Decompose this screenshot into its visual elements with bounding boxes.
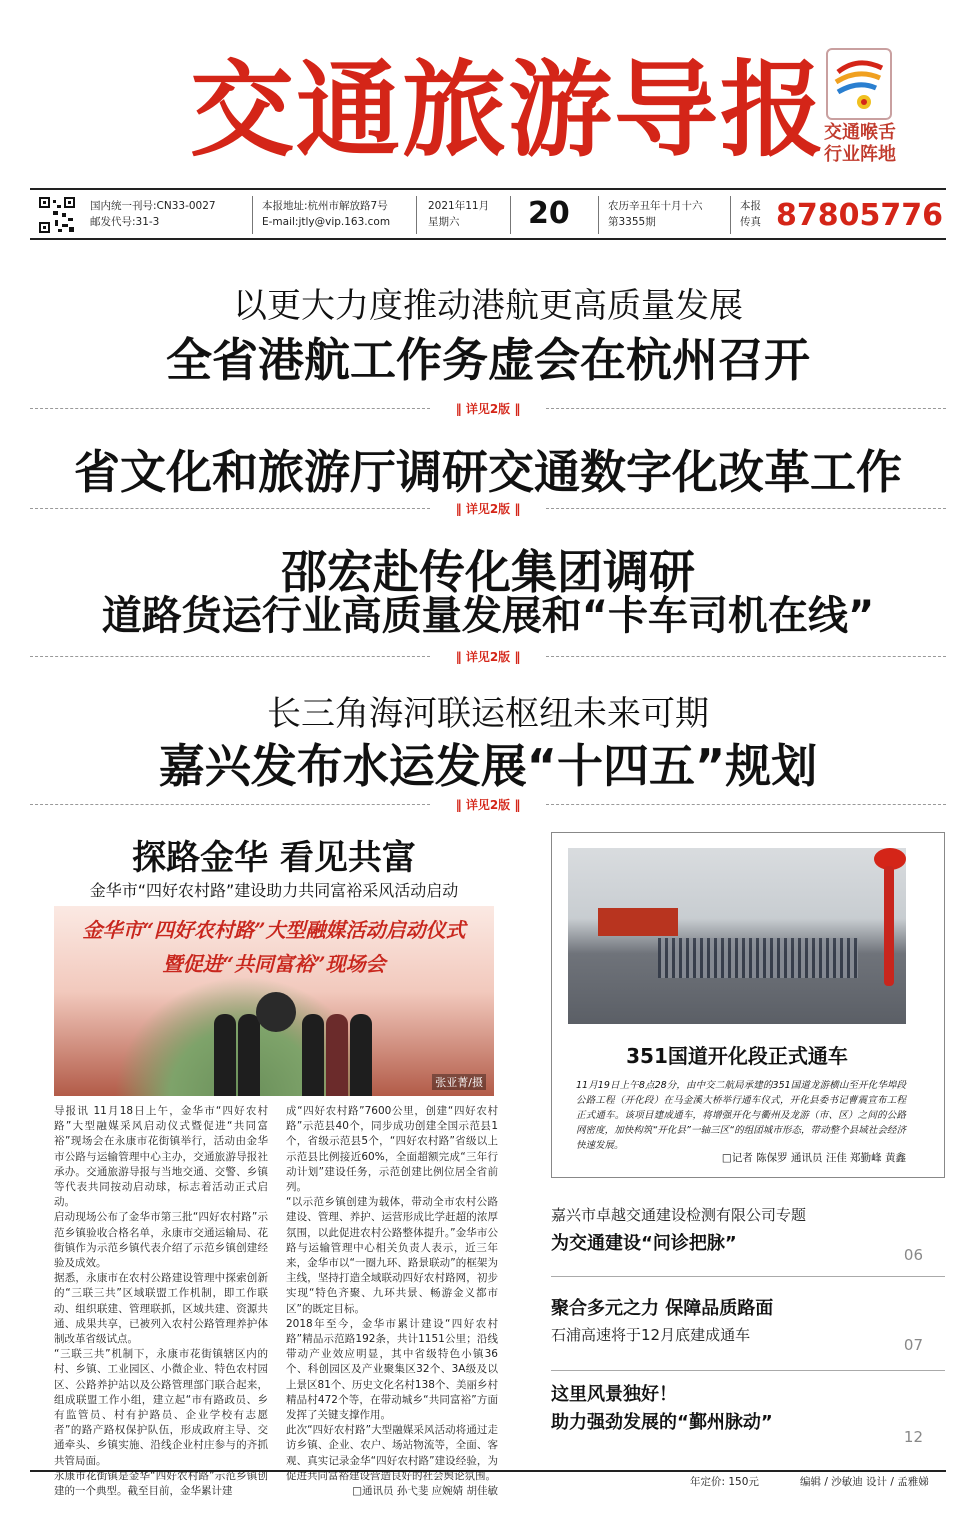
- teaser-subtitle: 石浦高速将于12月底建成通车: [551, 1326, 751, 1344]
- headline-4-title[interactable]: 嘉兴发布水运发展“十四五”规划: [158, 739, 818, 793]
- day-number: 20: [528, 196, 570, 231]
- lunar-date-text: 农历辛丑年十月十六: [608, 200, 703, 212]
- photo-ribbon: [884, 866, 894, 986]
- article-paragraph: “三联三共”机制下，永康市花街镇辖区内的村、乡镇、工业园区、小微企业、特色农村园区、公路养护站以及公路管理部门联合起来，组成联盟工作小组，建立起“市有路政员、乡有监管员、村有护路员、企业学校有志愿者”的路产路权保护队伍，形成政府主导、交通牵头、乡镇实施、沿线企业村庄参与的齐抓共管局面。: [54, 1348, 268, 1467]
- see-page-link[interactable]: ‖ 详见2版 ‖: [455, 502, 521, 516]
- weekday-text: 星期六: [428, 216, 460, 228]
- photo-story-title[interactable]: 351国道开化段正式通车: [626, 1044, 848, 1068]
- annual-price: 年定价: 150元: [690, 1476, 759, 1488]
- photo-person: [350, 1014, 372, 1096]
- divider: [551, 1370, 945, 1371]
- registration-info: [90, 198, 216, 230]
- road-opening-photo: [568, 848, 906, 1024]
- newspaper-masthead-title: 交通旅游导报: [190, 48, 827, 171]
- feature-article-column-1: [54, 1104, 268, 1499]
- see-page-ref: [30, 794, 946, 814]
- teaser-page-06[interactable]: [551, 1204, 945, 1268]
- fax-label: [740, 198, 761, 230]
- masthead-slogan: [800, 122, 920, 166]
- feature-title[interactable]: 探路金华 看见共富: [132, 838, 416, 878]
- postal-code-text: 邮发代号:31-3: [90, 216, 160, 228]
- photo-story-credit: □记者 陈保罗 通讯员 汪佳 郑勤峰 黄鑫: [721, 1152, 906, 1164]
- teaser-page-number: 12: [903, 1428, 923, 1446]
- article-byline: □通讯员 孙弋斐 应婉婧 胡佳敏: [352, 1485, 498, 1498]
- teaser-title-line-1: 这里风景独好！: [551, 1384, 677, 1405]
- headline-4-subtitle: 长三角海河联运枢纽未来可期: [267, 694, 709, 734]
- fax-label-line-1: 本报: [740, 200, 761, 212]
- feature-article-column-2: [286, 1104, 498, 1499]
- contact-info: [262, 198, 390, 230]
- email-text: E-mail:jtly@vip.163.com: [262, 216, 391, 228]
- teaser-page-12[interactable]: [551, 1380, 945, 1454]
- article-paragraph: 2018年至今，金华市累计建设“四好农村路”精品示范路192条，共计1151公里；沿线带动产业效应明显，其中省级特色小镇36个、科创园区及产业聚集区32个、3A级及以上景区81个、历史文化名村138个、美丽乡村精品村472个等，在带动城乡“共同富裕”方面发挥了关键支撑作用。: [286, 1317, 498, 1422]
- feature-photo: [54, 906, 494, 1096]
- headline-2-title[interactable]: 省文化和旅游厅调研交通数字化改革工作: [74, 445, 902, 499]
- feature-subtitle: 金华市“四好农村路”建设助力共同富裕采风活动启动: [89, 881, 459, 900]
- photo-person: [238, 1014, 260, 1096]
- see-page-ref: [30, 646, 946, 666]
- date-info: [428, 198, 489, 230]
- page-footer: [30, 1470, 946, 1486]
- slogan-line-2: 行业阵地: [824, 144, 896, 165]
- see-page-link[interactable]: ‖ 详见2版 ‖: [455, 798, 521, 812]
- year-month-text: 2021年11月: [428, 200, 490, 212]
- address-text: 本报地址:杭州市解放路7号: [262, 200, 388, 212]
- headline-1-subtitle: 以更大力度推动港航更高质量发展: [233, 286, 743, 326]
- divider: [730, 196, 731, 234]
- divider: [510, 196, 511, 234]
- see-page-link[interactable]: ‖ 详见2版 ‖: [455, 650, 521, 664]
- issue-info-bar: [30, 188, 946, 240]
- divider: [252, 196, 253, 234]
- photo-banner-line-1: 金华市“四好农村路”大型融媒活动启动仪式: [82, 918, 466, 942]
- lunar-info: [608, 198, 703, 230]
- photo-person: [326, 1014, 348, 1096]
- qr-code-icon: [38, 196, 76, 234]
- teaser-title: 聚合多元之力 保障品质路面: [551, 1298, 774, 1319]
- article-paragraph: 成“四好农村路”7600公里，创建“四好农村路”示范县40个，同步成功创建全国示范县1个，省级示范县5个，“四好农村路”省级以上示范县比例接近60%，全面超额完成“三年行动计划”建设任务，示范创建比例位居全省前列。: [286, 1105, 498, 1194]
- photo-story-text: 11月19日上午8点28分，由中交二航局承建的351国道龙游横山至开化华埠段公路工程（开化段）在马金溪大桥举行通车仪式，开化县委书记曹震宣布工程正式通车。该项目建成通车，将增强开化与衢州及龙游（市、区）之间的公路网密度，加快构筑“开化县”一轴三区“的组团城市形态，带动整个县域社会经济快速发展。: [576, 1080, 906, 1151]
- fax-label-line-2: 传真: [740, 216, 761, 228]
- divider: [551, 1276, 945, 1277]
- editor-credits: 编辑 / 沙敏迪 设计 / 孟雅娣: [800, 1476, 929, 1488]
- teaser-page-number: 06: [903, 1246, 923, 1264]
- teaser-kicker: 嘉兴市卓越交通建设检测有限公司专题: [551, 1206, 807, 1224]
- headline-1-title[interactable]: 全省港航工作务虚会在杭州召开: [166, 333, 810, 387]
- article-paragraph: “以示范乡镇创建为载体，带动全市农村公路建设、管理、养护、运营形成比学赶超的浓厚氛围，以此促进农村公路整体提升。”金华市公路与运输管理中心相关负责人表示，近三年来，金华市以“一圈九环、路景联动”的框架为主线，坚持打造全域联动四好农村路网，初步实现“特色齐聚、九环共景、畅游金义都市区”的既定目标。: [286, 1196, 498, 1315]
- see-page-link[interactable]: ‖ 详见2版 ‖: [455, 402, 521, 416]
- article-paragraph: 据悉，永康市在农村公路建设管理中探索创新的“三联三共”区域联盟工作机制，即工作联动、组织联建、管理联抓，区域共建、资源共通、成果共享，已被列入农村公路管理养护体制改革省级试点。: [54, 1272, 268, 1346]
- article-paragraph: 此次“四好农村路”大型融媒采风活动将通过走访乡镇、企业、农户、场站物流等，全面、客观、真实记录金华“四好农村路”建设经验，为促进共同富裕建设营造良好的社会舆论氛围。: [286, 1424, 498, 1482]
- teaser-title: 为交通建设“问诊把脉”: [551, 1233, 737, 1254]
- headline-3-title-line-2[interactable]: 道路货运行业高质量发展和“卡车司机在线”: [101, 593, 875, 639]
- divider: [416, 196, 417, 234]
- article-paragraph: 启动现场公布了金华市第三批“四好农村路”示范乡镇验收合格名单，永康市交通运输局、花街镇作为示范乡镇代表介绍了示范乡镇创建经验及成效。: [54, 1211, 268, 1270]
- teaser-page-number: 07: [903, 1336, 923, 1354]
- see-page-ref: [30, 498, 946, 518]
- headline-3-title-line-1[interactable]: 邵宏赴传化集团调研: [281, 545, 695, 599]
- photo-credit: 张亚菁/摄: [432, 1074, 486, 1090]
- photo-person: [214, 1014, 236, 1096]
- slogan-line-1: 交通喉舌: [824, 122, 896, 143]
- see-page-ref: [30, 398, 946, 418]
- teaser-title-line-2: 助力强劲发展的“鄞州脉动”: [551, 1412, 773, 1433]
- article-paragraph: 永康市花街镇是金华“四好农村路”示范乡镇创建的一个典型。截至目前，金华累计建: [54, 1469, 268, 1498]
- photo-person: [302, 1014, 324, 1096]
- photo-crowd: [658, 938, 858, 978]
- issue-number-text: 第3355期: [608, 216, 656, 228]
- logo-swirl-icon: [828, 50, 890, 118]
- newspaper-logo: [826, 48, 892, 120]
- divider: [598, 196, 599, 234]
- teaser-page-07[interactable]: [551, 1294, 945, 1358]
- article-paragraph: 导报讯 11月18日上午，金华市“四好农村路”大型融媒采风启动仪式暨促进“共同富裕”现场会在永康市花街镇举行，活动由金华市公路与运输管理中心主办，交通旅游导报社承办。交通旅游导报与当地交通、交警、乡镇等代表共同按动启动球，标志着活动正式启动。: [54, 1105, 268, 1209]
- photo-banner-line-2: 暨促进“共同富裕”现场会: [162, 952, 386, 976]
- photo-stage: [598, 908, 678, 936]
- issn-text: 国内统一刊号:CN33-0027: [90, 200, 216, 212]
- launch-ball: [256, 992, 296, 1032]
- fax-number: 87805776: [776, 198, 943, 233]
